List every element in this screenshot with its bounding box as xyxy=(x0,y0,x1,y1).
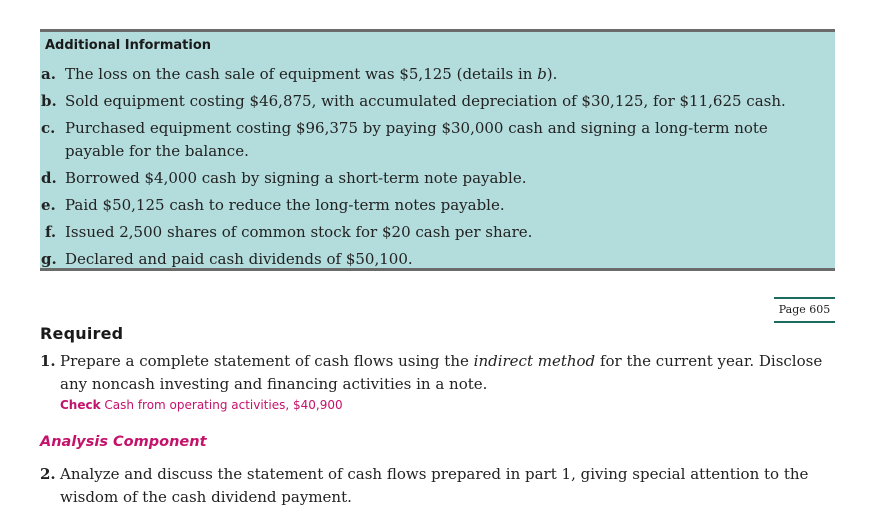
check-note xyxy=(60,398,343,412)
info-item-label: c. xyxy=(41,119,56,137)
analysis-item-text: Analyze and discuss the statement of cash flows prepared in part 1, giving special attention to the wisdom of the cash dividend payment. xyxy=(60,465,809,506)
info-item-label: a. xyxy=(41,65,56,83)
info-item-text: Purchased equipment costing $96,375 by paying $30,000 cash and signing a long-term note payable for the balance. xyxy=(65,119,768,160)
additional-info-title: Additional Information xyxy=(45,38,212,53)
info-item-label: b. xyxy=(41,92,57,110)
required-heading: Required xyxy=(40,324,124,343)
info-item-label: g. xyxy=(41,250,57,268)
info-item-label: f. xyxy=(45,223,57,241)
analysis-item-number: 2. xyxy=(40,465,56,483)
info-item-text: Declared and paid cash dividends of $50,100. xyxy=(65,250,413,268)
required-item-number: 1. xyxy=(40,352,56,370)
additional-info-box xyxy=(40,29,835,271)
info-item-label: d. xyxy=(41,169,57,187)
analysis-heading: Analysis Component xyxy=(40,434,207,450)
required-item-text: Prepare a complete statement of cash flows using the indirect method for the current year. Disclose any noncash investing and financing activities in a note. xyxy=(60,352,823,393)
check-text: Cash from operating activities, $40,900 xyxy=(100,398,343,412)
info-item-label: e. xyxy=(41,196,56,214)
check-label: Check xyxy=(60,398,101,412)
info-item-text: Paid $50,125 cash to reduce the long-term notes payable. xyxy=(65,196,505,214)
page-reference: Page 605 xyxy=(774,297,835,323)
info-item-text: Sold equipment costing $46,875, with accumulated depreciation of $30,125, for $11,625 cash. xyxy=(65,92,786,110)
info-item-text: The loss on the cash sale of equipment was $5,125 (details in b). xyxy=(65,65,558,83)
info-item-text: Issued 2,500 shares of common stock for $20 cash per share. xyxy=(65,223,533,241)
info-item-c xyxy=(40,117,830,163)
info-item-text: Borrowed $4,000 cash by signing a short-term note payable. xyxy=(65,169,527,187)
